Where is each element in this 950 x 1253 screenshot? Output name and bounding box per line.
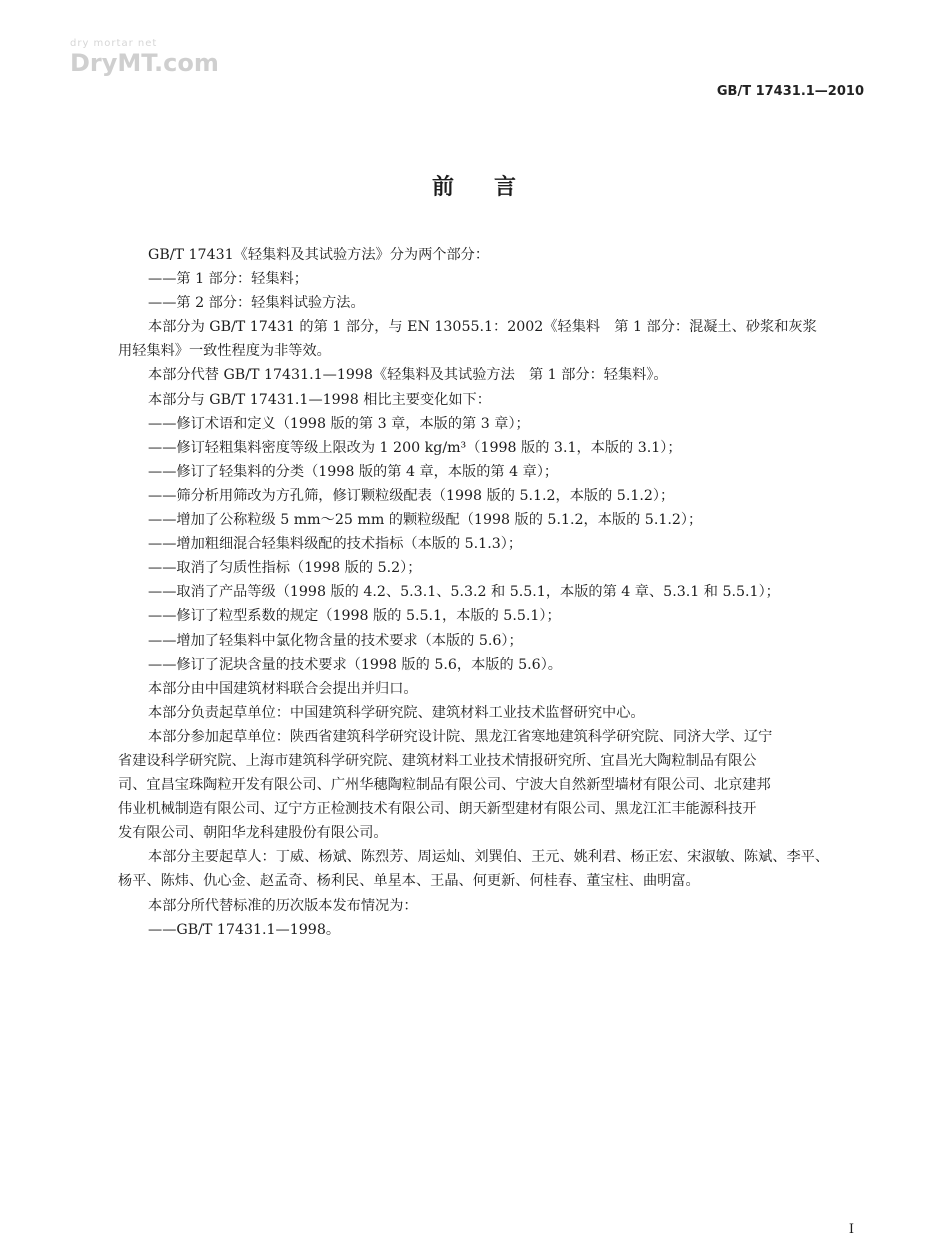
preface-body (118, 243, 880, 942)
list-item: ——增加粗细混合轻集料级配的技术指标（本版的 5.1.3）； (148, 536, 523, 553)
standard-code: GB/T 17431.1—2010 (716, 84, 864, 99)
list-item: ——修订了泥块含量的技术要求（1998 版的 5.6，本版的 5.6）。 (148, 656, 562, 673)
paragraph-continuation: 发有限公司、朝阳华龙科建股份有限公司。 (118, 825, 388, 842)
list-item: ——取消了产品等级（1998 版的 4.2、5.3.1、5.3.2 和 5.5.1，本版的第 4 章、5.3.1 和 5.5.1）； (148, 584, 780, 601)
paragraph-continuation: 杨平、陈炜、仇心金、赵孟奇、杨利民、单星本、王晶、何更新、何桂春、董宝柱、曲明富。 (118, 873, 700, 890)
page-title (0, 170, 950, 201)
paragraph: 本部分代替 GB/T 17431.1—1998《轻集料及其试验方法 第 1 部分：轻集料》。 (148, 367, 668, 384)
paragraph-continuation: 伟业机械制造有限公司、辽宁方正检测技术有限公司、朗天新型建材有限公司、黑龙江汇丰能源科技开 (118, 801, 757, 818)
paragraph: 本部分与 GB/T 17431.1—1998 相比主要变化如下： (148, 391, 491, 408)
paragraph: 本部分为 GB/T 17431 的第 1 部分，与 EN 13055.1：2002《轻集料 第 1 部分：混凝土、砂浆和灰浆 (148, 319, 817, 336)
paragraph: GB/T 17431《轻集料及其试验方法》分为两个部分： (148, 247, 490, 263)
page-number: I (848, 1222, 854, 1237)
list-item: ——筛分析用筛改为方孔筛，修订颗粒级配表（1998 版的 5.1.2，本版的 5.1.2）； (148, 487, 675, 504)
list-item: ——修订轻粗集料密度等级上限改为 1 200 kg/m³（1998 版的 3.1，本版的 3.1）； (148, 439, 682, 456)
list-item: ——修订术语和定义（1998 版的第 3 章，本版的第 3 章）； (148, 415, 530, 432)
list-item: ——第 2 部分：轻集料试验方法。 (148, 295, 365, 312)
paragraph: 本部分参加起草单位：陕西省建筑科学研究设计院、黑龙江省寒地建筑科学研究院、同济大学、辽宁 (148, 728, 773, 745)
watermark-small-text: dry mortar net (70, 38, 158, 49)
paragraph-continuation: 司、宜昌宝珠陶粒开发有限公司、广州华穗陶粒制品有限公司、宁波大自然新型墙材有限公司、北京建邦 (118, 777, 771, 794)
list-item: ——第 1 部分：轻集料； (148, 271, 308, 288)
watermark-big-text: DryMT.com (70, 49, 219, 77)
paragraph: 本部分所代替标准的历次版本发布情况为： (148, 897, 418, 914)
list-item: ——修订了粒型系数的规定（1998 版的 5.5.1，本版的 5.5.1）； (148, 608, 561, 625)
title-char-1: 前 (431, 175, 456, 200)
paragraph: 本部分负责起草单位：中国建筑科学研究院、建筑材料工业技术监督研究中心。 (148, 704, 645, 721)
paragraph-continuation: 省建设科学研究院、上海市建筑科学研究院、建筑材料工业技术情报研究所、宜昌光大陶粒制品有限公 (118, 752, 757, 769)
paragraph: 本部分由中国建筑材料联合会提出并归口。 (148, 680, 418, 697)
paragraph: 本部分主要起草人：丁威、杨斌、陈烈芳、周运灿、刘巽伯、王元、姚利君、杨正宏、宋淑敏、陈斌、李平、 (148, 849, 830, 866)
watermark-logo (70, 38, 219, 76)
list-item: ——修订了轻集料的分类（1998 版的第 4 章，本版的第 4 章）； (148, 463, 559, 480)
list-item: ——取消了匀质性指标（1998 版的 5.2）； (148, 560, 422, 577)
list-item: ——增加了轻集料中氯化物含量的技术要求（本版的 5.6）； (148, 632, 523, 649)
list-item: ——GB/T 17431.1—1998。 (148, 921, 341, 938)
title-char-2: 言 (494, 175, 519, 200)
paragraph-continuation: 用轻集料》一致性程度为非等效。 (118, 343, 331, 360)
list-item: ——增加了公称粒级 5 mm～25 mm 的颗粒级配（1998 版的 5.1.2，本版的 5.1.2）； (148, 512, 703, 529)
